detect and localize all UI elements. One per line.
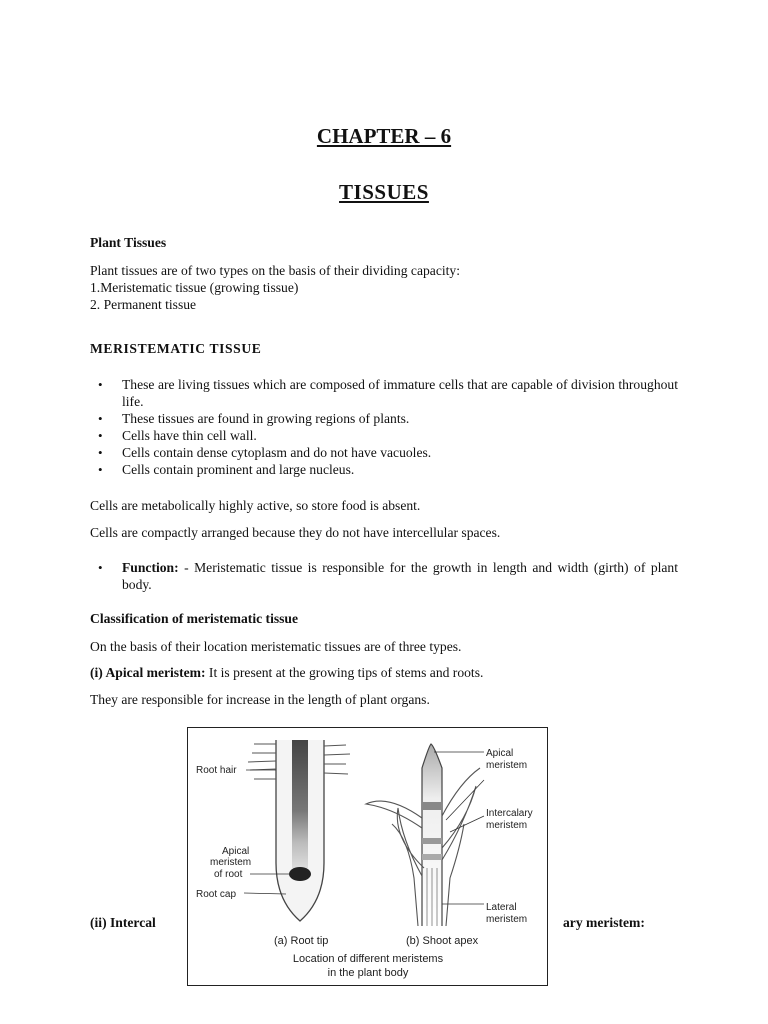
apical-meristem-note: They are responsible for increase in the length of plant organs. bbox=[90, 692, 430, 707]
root-tip-drawing bbox=[244, 740, 350, 921]
label-lateral-2: meristem bbox=[486, 914, 528, 925]
meristematic-bullet-list bbox=[90, 376, 678, 478]
subcaption-root-tip: (a) Root tip bbox=[274, 935, 329, 947]
function-label: Function: bbox=[122, 560, 179, 575]
label-intercalary-2: meristem bbox=[486, 820, 528, 831]
apical-meristem-text: It is present at the growing tips of stems and roots. bbox=[205, 665, 484, 680]
plant-tissues-heading: Plant Tissues bbox=[90, 235, 167, 250]
page-title: TISSUES bbox=[339, 180, 429, 204]
metabolic-paragraph: Cells are metabolically highly active, so store food is absent. bbox=[90, 498, 421, 513]
apical-meristem-paragraph bbox=[90, 664, 483, 681]
label-apical-root-2: meristem bbox=[210, 857, 252, 868]
list-item: • These tissues are found in growing regions of plants. bbox=[90, 410, 678, 427]
label-root-cap: Root cap bbox=[196, 889, 237, 900]
label-apical-meristem-2: meristem bbox=[486, 760, 528, 771]
label-root-hair: Root hair bbox=[196, 765, 237, 776]
figure-caption-line-2: in the plant body bbox=[327, 967, 409, 979]
subcaption-shoot-apex: (b) Shoot apex bbox=[406, 935, 479, 947]
apical-meristem-label: (i) Apical meristem: bbox=[90, 665, 206, 680]
list-item: • Cells contain dense cytoplasm and do not have vacuoles. bbox=[90, 444, 678, 461]
figure-caption-line-1: Location of different meristems bbox=[292, 953, 444, 965]
meristematic-heading: MERISTEMATIC TISSUE bbox=[90, 341, 262, 356]
classification-intro: On the basis of their location meristematic tissues are of three types. bbox=[90, 639, 462, 654]
plant-tissues-item-1: 1.Meristematic tissue (growing tissue) bbox=[90, 280, 299, 295]
compact-paragraph: Cells are compactly arranged because they do not have intercellular spaces. bbox=[90, 525, 501, 540]
label-lateral-1: Lateral bbox=[486, 902, 517, 913]
list-item: • Cells contain prominent and large nucleus. bbox=[90, 461, 678, 478]
function-text: - Meristematic tissue is responsible for the growth in length and width (girth) of plant body. bbox=[122, 560, 678, 592]
shoot-apex-drawing bbox=[366, 744, 484, 926]
label-intercalary-1: Intercalary bbox=[486, 808, 533, 819]
function-item bbox=[90, 559, 678, 593]
label-apical-root-1: Apical bbox=[222, 846, 250, 857]
chapter-heading: CHAPTER – 6 bbox=[316, 124, 452, 148]
intercalary-heading-left: (ii) Intercal bbox=[90, 915, 156, 930]
function-bullet-list bbox=[90, 559, 678, 593]
label-apical-root-3: of root bbox=[214, 869, 243, 880]
plant-tissues-intro: Plant tissues are of two types on the basis of their dividing capacity: bbox=[90, 263, 460, 278]
intercalary-heading-right: ary meristem: bbox=[563, 915, 645, 930]
meristem-figure bbox=[187, 727, 548, 986]
classification-heading: Classification of meristematic tissue bbox=[90, 611, 299, 626]
meristem-diagram bbox=[188, 728, 549, 987]
list-item: • Cells have thin cell wall. bbox=[90, 427, 678, 444]
label-apical-meristem-1: Apical bbox=[486, 748, 514, 759]
list-item: • These are living tissues which are composed of immature cells that are capable of division throughout life. bbox=[90, 376, 678, 410]
plant-tissues-item-2: 2. Permanent tissue bbox=[90, 297, 197, 312]
